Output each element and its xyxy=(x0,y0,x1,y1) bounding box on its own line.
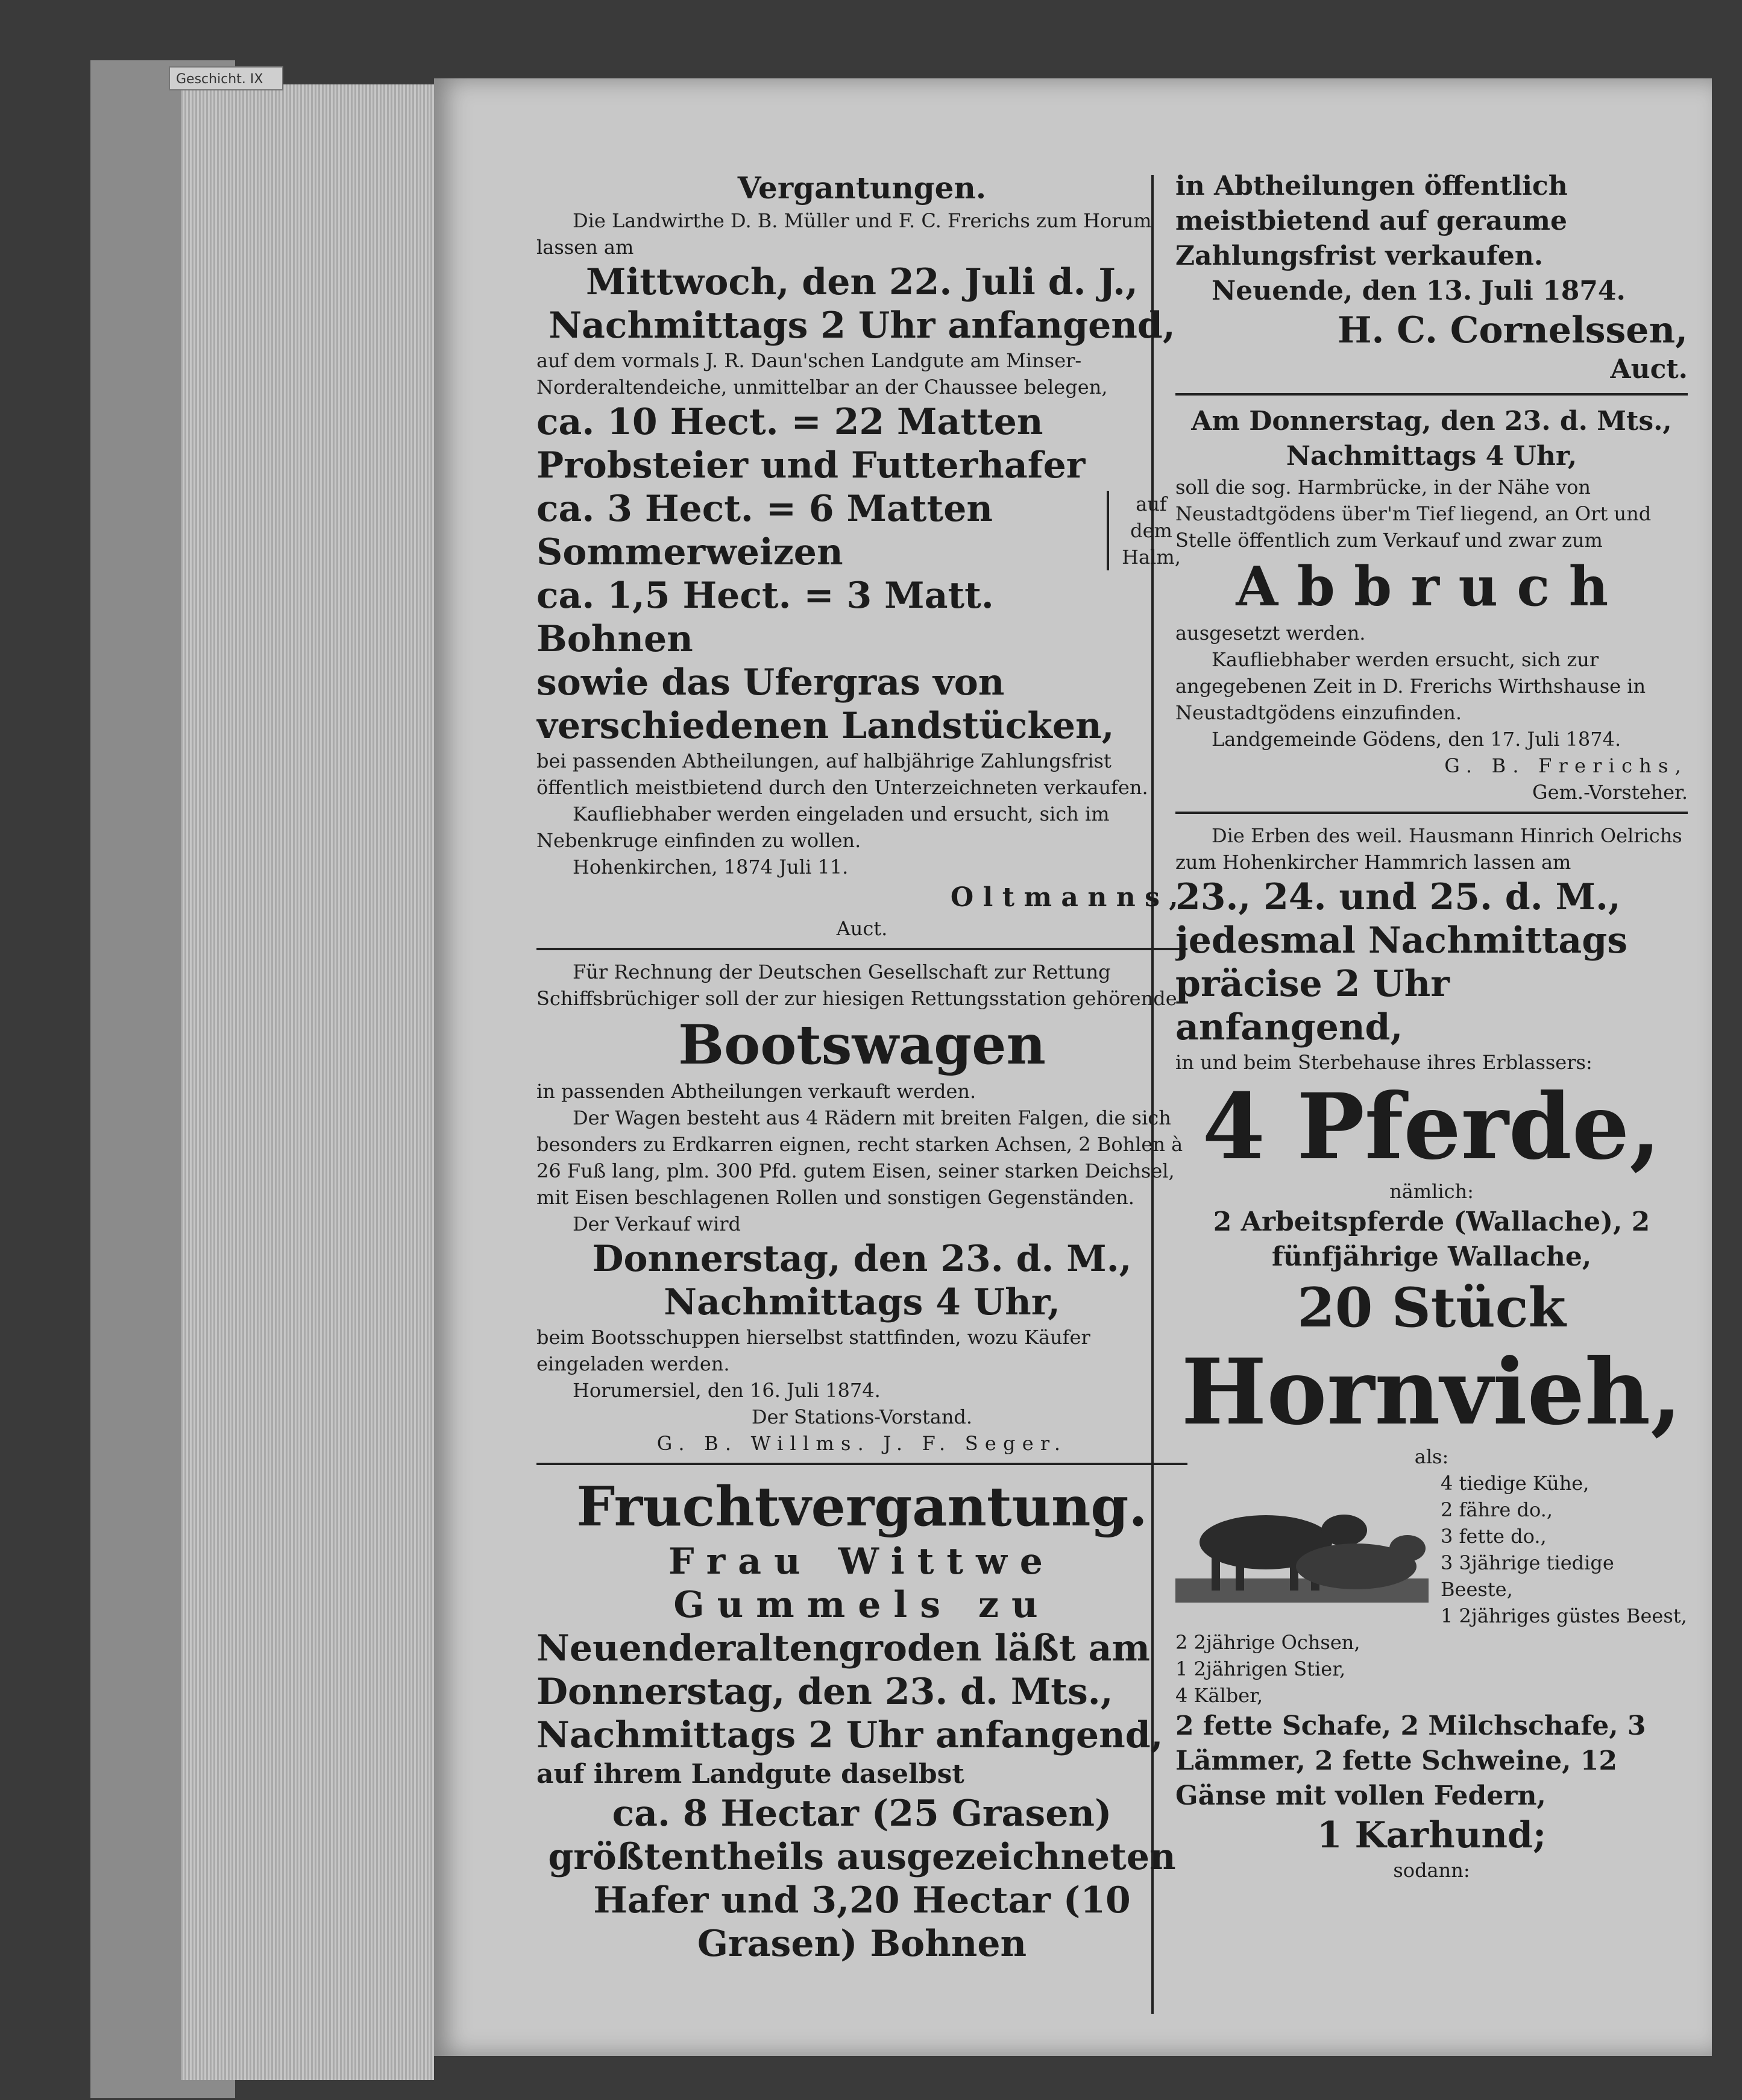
ad-place: beim Bootsschuppen hierselbst stattfinden, wozu Käufer eingeladen werden. xyxy=(536,1326,1090,1375)
ad-signer: Oltmanns, xyxy=(950,882,1187,913)
ad-cont: in Abtheilungen öffentlich meistbietend auf geraume Zahlungsfrist verkaufen. xyxy=(1175,171,1568,271)
ad-auction-livestock xyxy=(1175,822,1688,1884)
crop-list xyxy=(536,400,1187,661)
ad-time: Nachmittags 2 Uhr anfangend, xyxy=(549,304,1175,347)
ad-signer-role: Gem.-Vorsteher. xyxy=(1532,781,1688,804)
ad-dates: 23., 24. und 25. d. M., jedesmal Nachmittags präcise 2 Uhr anfangend, xyxy=(1175,876,1628,1048)
ad-dateline: Landgemeinde Gödens, den 17. Juli 1874. xyxy=(1212,728,1621,751)
ad-fruchtvergantung xyxy=(536,1474,1187,1966)
ad-lead: Der Verkauf wird xyxy=(573,1212,741,1235)
ad-heading: Vergantungen. xyxy=(737,170,987,206)
list-item: 1 2jährigen Stier, xyxy=(1175,1657,1346,1680)
ad-title: Bootswagen xyxy=(678,1013,1046,1077)
ad-horses: 2 Arbeitspferde (Wallache), 2 fünfjährige Wallache, xyxy=(1213,1206,1650,1272)
ad-time: Nachmittags 4 Uhr, xyxy=(664,1281,1060,1323)
crop-tail: sowie das Ufergras von verschiedenen Landstücken, xyxy=(536,661,1115,747)
ad-place: auf ihrem Landgute daselbst xyxy=(536,1759,964,1789)
ad-intro: Für Rechnung der Deutschen Gesellschaft zur Rettung Schiffsbrüchiger soll der zur hiesigen Rettungsstation gehörende xyxy=(536,960,1177,1010)
ad-namely: nämlich: xyxy=(1389,1180,1474,1203)
list-item: 2 fähre do., xyxy=(1441,1498,1553,1521)
ad-separator xyxy=(536,948,1187,950)
cattle-woodcut-image xyxy=(1175,1476,1429,1615)
ad-time: Nachmittags 2 Uhr anfangend, xyxy=(536,1714,1163,1756)
ad-dateline: Hohenkirchen, 1874 Juli 11. xyxy=(573,856,849,878)
ad-body: Der Wagen besteht aus 4 Rädern mit breiten Falgen, die sich besonders zu Erdkarren eignen, recht starken Achsen, 2 Bohlen à 26 Fuß lang, plm. 300 Pfd. gutem Eisen, seiner starken Deichsel, mit Eisen beschlagenen Rollen und sonstigen Gegenständen. xyxy=(536,1106,1183,1209)
list-item: 4 tiedige Kühe, xyxy=(1441,1472,1589,1495)
ad-title: Hornvieh, xyxy=(1181,1339,1682,1445)
list-item: 4 Kälber, xyxy=(1175,1684,1263,1707)
left-column xyxy=(536,169,1187,2008)
ad-signer-role: Auct. xyxy=(1610,354,1688,385)
list-item: 3 3jährige tiedige Beeste, xyxy=(1441,1551,1614,1601)
ad-intro: Frau Wittwe Gummels zu xyxy=(668,1540,1055,1626)
ad-dateline: Neuende, den 13. Juli 1874. xyxy=(1212,276,1626,306)
newspaper-page xyxy=(434,78,1712,2056)
crop-item: ca. 3 Hect. = 6 Matten Sommerweizen xyxy=(536,488,993,573)
brace-note: auf dem Halm, xyxy=(1107,491,1187,570)
ad-date: Donnerstag, den 23. d. Mts., xyxy=(536,1671,1113,1713)
ad-intro: Neuenderaltengroden läßt am xyxy=(536,1627,1150,1670)
ad-bootswagen xyxy=(536,959,1187,1457)
ad-date: Donnerstag, den 23. d. M., xyxy=(592,1238,1132,1280)
ad-signer: G. B. Frerichs, xyxy=(1444,754,1688,777)
ad-vergantungen xyxy=(536,169,1187,942)
ad-sub: ausgesetzt werden. xyxy=(1175,622,1366,645)
ad-dateline: Horumersiel, den 16. Juli 1874. xyxy=(573,1379,881,1402)
ad-abbruch xyxy=(1175,404,1688,806)
ad-body: soll die sog. Harmbrücke, in der Nähe von Neustadtgödens über'm Tief liegend, an Ort und Stelle öffentlich zum Verkauf und zwar zum xyxy=(1175,476,1652,552)
ad-terms: bei passenden Abtheilungen, auf halbjährige Zahlungsfrist öffentlich meistbietend durch den Unterzeichneten verkaufen. xyxy=(536,749,1148,799)
ad-place: in und beim Sterbehause ihres Erblassers: xyxy=(1175,1051,1593,1074)
crop-item: ca. 1,5 Hect. = 3 Matt. Bohnen xyxy=(536,575,994,660)
ad-separator xyxy=(1175,812,1688,814)
ad-title: Fruchtvergantung. xyxy=(576,1475,1148,1539)
ad-board: Der Stations-Vorstand. xyxy=(751,1405,973,1428)
ad-als: als: xyxy=(1414,1445,1449,1468)
ad-date: Am Donnerstag, den 23. d. Mts., xyxy=(1191,406,1672,437)
list-item: 3 fette do., xyxy=(1441,1525,1547,1548)
ad-invite: Kaufliebhaber werden ersucht, sich zur angegebenen Zeit in D. Frerichs Wirthshause in Neustadtgödens einzufinden. xyxy=(1175,648,1646,724)
ad-separator xyxy=(536,1463,1187,1465)
list-item: 2 2jährige Ochsen, xyxy=(1175,1631,1360,1654)
ad-place: auf dem vormals J. R. Daun'schen Landgute am Minser-Norderaltendeiche, unmittelbar an der Chaussee belegen, xyxy=(536,349,1108,399)
ad-others: 2 fette Schafe, 2 Milchschafe, 3 Lämmer, 2 fette Schweine, 12 Gänse mit vollen Federn, xyxy=(1175,1711,1646,1811)
ad-title: Abbruch xyxy=(1236,555,1627,619)
ad-signer: H. C. Cornelssen, xyxy=(1337,309,1688,352)
ad-then: sodann: xyxy=(1393,1859,1470,1882)
ad-sub: in passenden Abtheilungen verkauft werden. xyxy=(536,1080,976,1103)
ad-title: 20 Stück xyxy=(1297,1276,1566,1340)
ad-continued xyxy=(1175,169,1688,387)
ad-date: Mittwoch, den 22. Juli d. J., xyxy=(586,261,1138,303)
ad-invite: Kaufliebhaber werden eingeladen und ersucht, sich im Nebenkruge einfinden zu wollen. xyxy=(536,802,1110,852)
ad-intro: Die Erben des weil. Hausmann Hinrich Oelrichs zum Hohenkircher Hammrich lassen am xyxy=(1175,824,1682,874)
ad-signers: G. B. Willms. J. F. Seger. xyxy=(656,1432,1068,1455)
right-column xyxy=(1175,169,1688,2008)
ad-time: Nachmittags 4 Uhr, xyxy=(1286,441,1577,471)
list-item: 1 2jähriges güstes Beest, xyxy=(1441,1604,1687,1627)
crop-item: ca. 10 Hect. = 22 Matten Probsteier und Futterhafer xyxy=(536,401,1086,487)
ad-item: größtentheils ausgezeichneten Hafer und 3,20 Hectar (10 Grasen) Bohnen xyxy=(548,1836,1176,1965)
ad-dog: 1 Karhund; xyxy=(1316,1814,1547,1856)
spine-label: Geschicht. IX xyxy=(169,66,283,90)
ad-item: ca. 8 Hectar (25 Grasen) xyxy=(612,1793,1112,1835)
ad-separator xyxy=(1175,393,1688,396)
page-edges xyxy=(181,84,434,2080)
ad-intro: Die Landwirthe D. B. Müller und F. C. Frerichs zum Horum lassen am xyxy=(536,209,1152,259)
ad-signer-role: Auct. xyxy=(836,917,888,940)
ad-title: 4 Pferde, xyxy=(1202,1074,1661,1180)
